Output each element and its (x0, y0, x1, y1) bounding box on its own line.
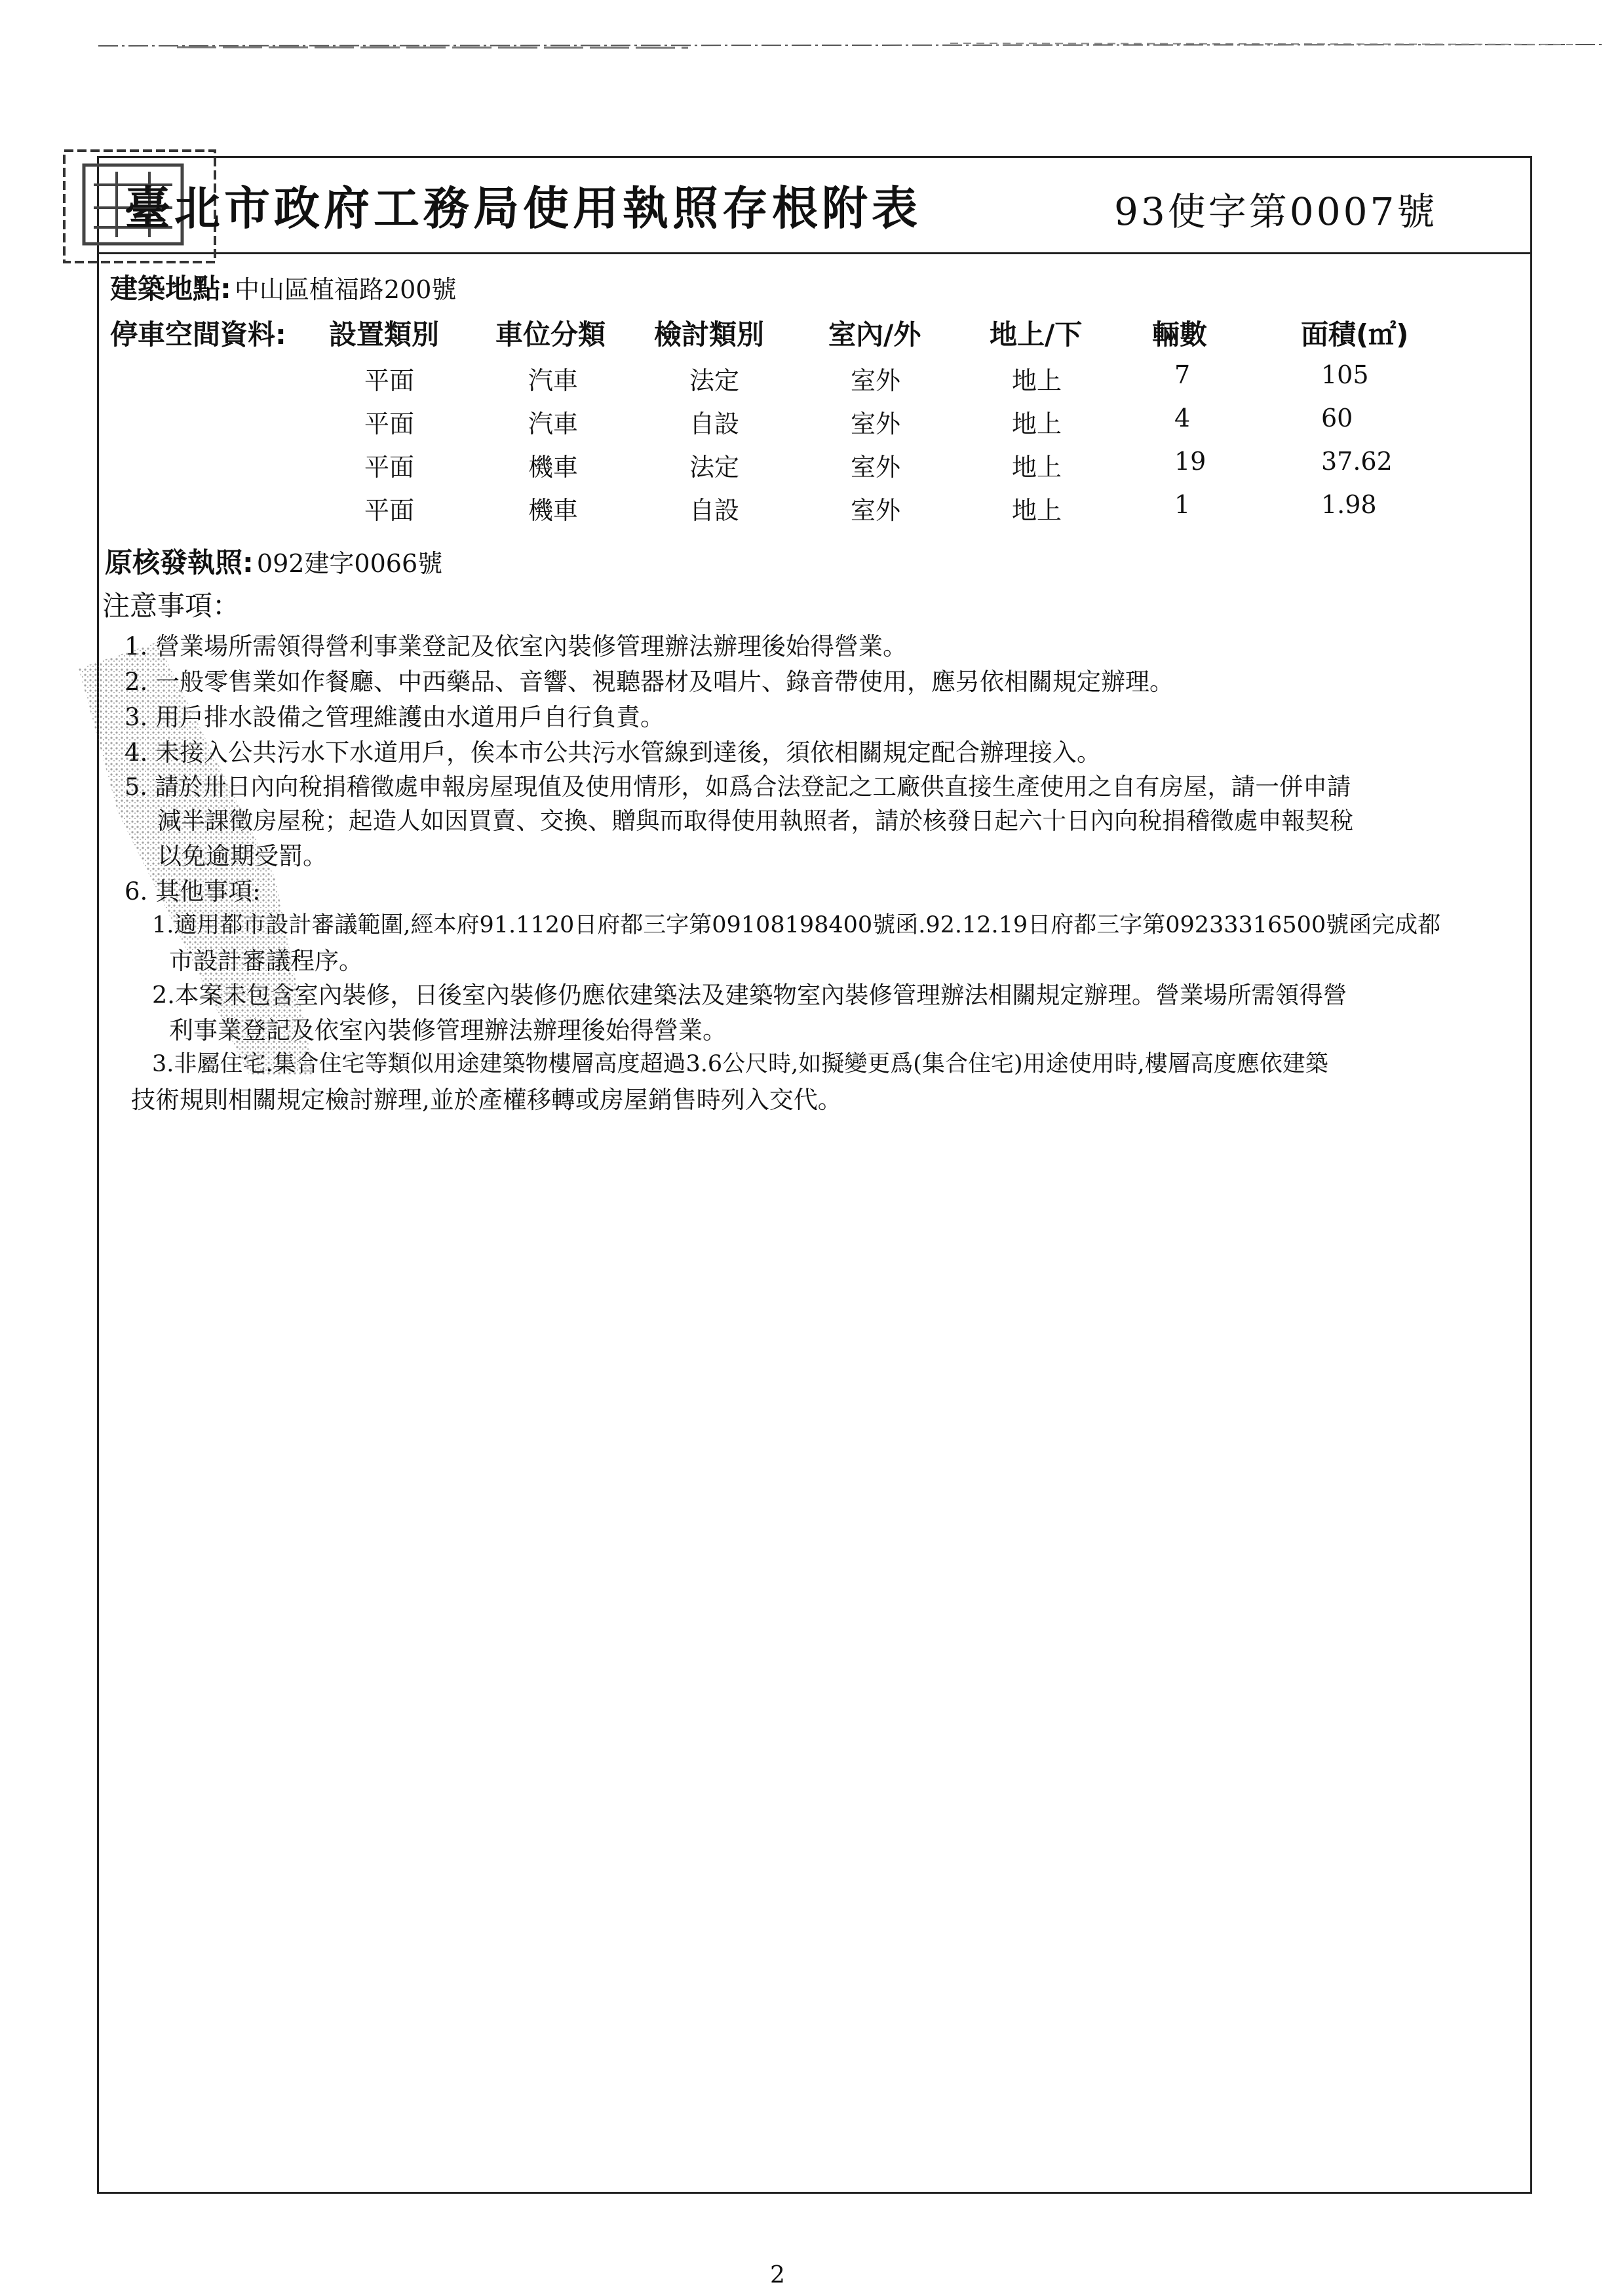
page-number: 2 (770, 2262, 785, 2289)
table-cell: 平面 (364, 410, 415, 438)
scan-noise-line (98, 41, 1606, 50)
table-cell: 105 (1321, 360, 1369, 389)
site-label: 建築地點: (110, 273, 231, 305)
header-divider (97, 252, 1532, 254)
table-cell: 法定 (689, 453, 740, 482)
column-header: 地上/下 (990, 318, 1083, 351)
note-line: 1.適用都市設計審議範圍,經本府91.1120日府都三字第09108198400號函.92.12.19日府都三字第09233316500號函完成都 (152, 912, 1441, 938)
note-line: 5. 請於卅日內向稅捐稽徵處申報房屋現值及使用情形，如爲合法登記之工廠供直接生產使用之自有房屋，請一併申請 (125, 773, 1351, 801)
note-line: 以免逾期受罰。 (157, 842, 327, 870)
table-cell: 37.62 (1321, 447, 1393, 476)
note-line: 3. 用戶排水設備之管理維護由水道用戶自行負責。 (125, 703, 665, 731)
table-cell: 平面 (364, 366, 415, 395)
note-line: 技術規則相關規定檢討辦理,並於產權移轉或房屋銷售時列入交代。 (131, 1086, 842, 1114)
scan-smudge (79, 642, 354, 1075)
site-address: 中山區植福路200號 (234, 275, 457, 304)
note-line: 6. 其他事項: (125, 877, 261, 906)
column-header: 設置類別 (329, 318, 440, 351)
document-title: 臺北市政府工務局使用執照存根附表 (125, 181, 921, 235)
table-cell: 室外 (851, 496, 901, 525)
column-header: 車位分類 (495, 318, 606, 351)
original-permit-label: 原核發執照: (105, 546, 254, 579)
table-cell: 4 (1174, 404, 1191, 432)
table-cell: 平面 (364, 496, 415, 525)
table-cell: 自設 (689, 496, 740, 525)
table-cell: 地上 (1012, 410, 1062, 438)
note-line: 2. 一般零售業如作餐廳、中西藥品、音響、視聽器材及唱片、錄音帶使用，應另依相關規定辦理。 (125, 668, 1174, 696)
table-cell: 自設 (689, 410, 740, 438)
table-cell: 室外 (851, 366, 901, 395)
table-cell: 1.98 (1321, 490, 1377, 519)
column-header: 室內/外 (828, 318, 921, 351)
table-cell: 機車 (528, 453, 579, 482)
table-cell: 汽車 (528, 410, 579, 438)
permit-number: 93使字第0007號 (1114, 189, 1438, 234)
notes-heading: 注意事項： (102, 590, 241, 622)
table-cell: 平面 (364, 453, 415, 482)
table-cell: 室外 (851, 410, 901, 438)
table-cell: 7 (1174, 360, 1191, 389)
table-cell: 室外 (851, 453, 901, 482)
original-permit-value: 092建字0066號 (256, 549, 443, 578)
table-cell: 60 (1321, 404, 1353, 432)
note-line: 利事業登記及依室內裝修管理辦法辦理後始得營業。 (169, 1016, 727, 1044)
note-line: 市設計審議程序。 (169, 947, 363, 975)
note-line: 1. 營業場所需領得營利事業登記及依室內裝修管理辦法辦理後始得營業。 (125, 632, 908, 660)
column-header: 檢討類別 (654, 318, 765, 351)
column-header: 面積(㎡) (1301, 318, 1409, 351)
note-line: 3.非屬住宅.集合住宅等類似用途建築物樓層高度超過3.6公尺時,如擬變更爲(集合住宅)用途使用時,樓層高度應依建築 (152, 1051, 1328, 1077)
note-line: 2.本案未包含室內裝修，日後室內裝修仍應依建築法及建築物室內裝修管理辦法相關規定辦理。營業場所需領得營 (152, 981, 1347, 1009)
document-frame (97, 156, 1532, 2194)
note-line: 減半課徵房屋稅；起造人如因買賣、交換、贈與而取得使用執照者，請於核發日起六十日內向稅捐稽徵處申報契稅 (157, 807, 1353, 835)
original-permit-row (105, 541, 442, 581)
table-cell: 地上 (1012, 496, 1062, 525)
table-cell: 地上 (1012, 453, 1062, 482)
site-row (110, 267, 456, 307)
table-cell: 機車 (528, 496, 579, 525)
parking-label: 停車空間資料: (110, 318, 286, 351)
table-cell: 19 (1174, 447, 1206, 476)
table-cell: 1 (1174, 490, 1191, 519)
column-header: 輛數 (1152, 318, 1208, 351)
note-line: 4. 未接入公共污水下水道用戶，俟本市公共污水管線到達後，須依相關規定配合辦理接入。 (125, 738, 1102, 767)
table-cell: 汽車 (528, 366, 579, 395)
table-cell: 法定 (689, 366, 740, 395)
table-cell: 地上 (1012, 366, 1062, 395)
